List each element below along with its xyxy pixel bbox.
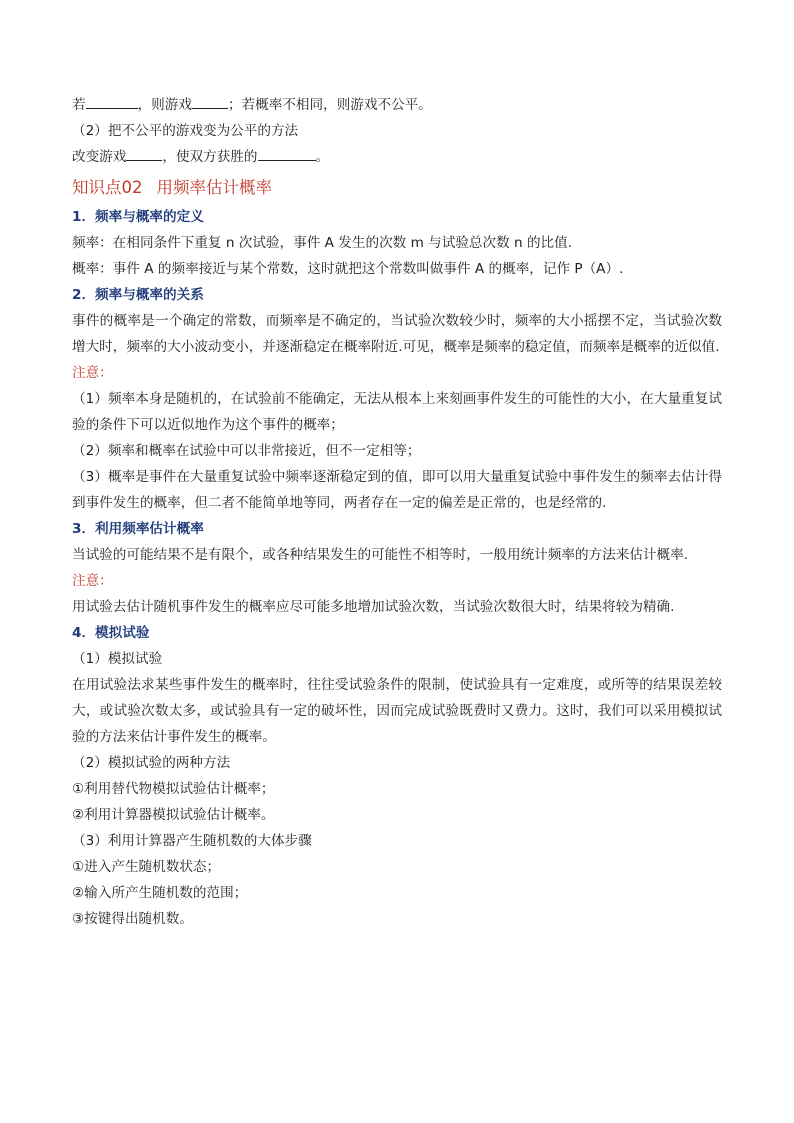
note-label: 注意： (72, 365, 113, 381)
note-item-3: （3）概率是事件在大量重复试验中频率逐渐稳定到的值，即可以用大量重复试验中事件发生的频率去估计得到事件发生的概率，但二者不能简单地等同，两者存在一定的偏差是正常的，也是经常的. (72, 469, 722, 511)
estimate-note: 用试验去估计随机事件发生的概率应尽可能多地增加试验次数，当试验次数很大时，结果将较为精确. (72, 599, 675, 615)
estimate-paragraph: 当试验的可能结果不是有限个，或各种结果发生的可能性不相等时，一般用统计频率的方法来估计概率. (72, 547, 689, 563)
intro-text: 。 (315, 149, 330, 165)
subheading-steps: （3）利用计算器产生随机数的大体步骤 (72, 833, 312, 849)
heading-3: 3．利用频率估计概率 (72, 521, 204, 537)
document-content (72, 92, 722, 932)
answer-blank (192, 95, 228, 109)
heading-4: 4．模拟试验 (72, 625, 150, 641)
subheading-methods: （2）模拟试验的两种方法 (72, 755, 231, 771)
heading-1: 1．频率与概率的定义 (72, 209, 204, 225)
relation-paragraph: 事件的概率是一个确定的常数，而频率是不确定的，当试验次数较少时，频率的大小摇摆不定，当试验次数增大时，频率的大小波动变小，并逐渐稳定在概率附近.可见，概率是频率的稳定值，而频率是概率的近似值. (72, 313, 722, 355)
subheading-simulation: （1）模拟试验 (72, 651, 163, 667)
section-name: 用频率估计概率 (156, 178, 272, 197)
note-item-1: （1）频率本身是随机的，在试验前不能确定，无法从根本上来刻画事件发生的可能性的大小，在大量重复试验的条件下可以近似地作为这个事件的概率； (72, 391, 722, 433)
intro-line-2: （2）把不公平的游戏变为公平的方法 (72, 123, 299, 139)
intro-line-1 (72, 92, 722, 118)
definition-frequency: 频率：在相同条件下重复 n 次试验，事件 A 发生的次数 m 与试验总次数 n 的比值. (72, 235, 573, 251)
step-item-3: ③按键得出随机数。 (72, 911, 193, 927)
method-item-1: ①利用替代物模拟试验估计概率； (72, 781, 275, 797)
section-number: 知识点02 (72, 178, 143, 197)
intro-text: ；若概率不相同，则游戏不公平。 (227, 97, 432, 113)
method-item-2: ②利用计算器模拟试验估计概率。 (72, 807, 275, 823)
intro-text: 改变游戏 (72, 149, 127, 165)
step-item-2: ②输入所产生随机数的范围； (72, 885, 248, 901)
intro-text: ，使双方获胜的 (162, 149, 258, 165)
intro-line-3 (72, 144, 722, 170)
answer-blank (86, 95, 138, 109)
definition-probability: 概率：事件 A 的频率接近与某个常数，这时就把这个常数叫做事件 A 的概率，记作 P（A）. (72, 261, 624, 277)
answer-blank (258, 147, 316, 161)
step-item-1: ①进入产生随机数状态； (72, 859, 221, 875)
answer-blank (126, 147, 162, 161)
intro-text: ，则游戏 (137, 97, 192, 113)
note-item-2: （2）频率和概率在试验中可以非常接近，但不一定相等； (72, 443, 421, 459)
section-title (72, 172, 722, 204)
note-label: 注意： (72, 573, 113, 589)
simulation-paragraph: 在用试验法求某些事件发生的概率时，往往受试验条件的限制，使试验具有一定难度，或所等的结果误差较大，或试验次数太多，或试验具有一定的破坏性，因而完成试验既费时又费力。这时，我们可以采用模拟试验的方法来估计事件发生的概率。 (72, 677, 722, 745)
intro-text: 若 (72, 97, 86, 113)
heading-2: 2．频率与概率的关系 (72, 287, 204, 303)
